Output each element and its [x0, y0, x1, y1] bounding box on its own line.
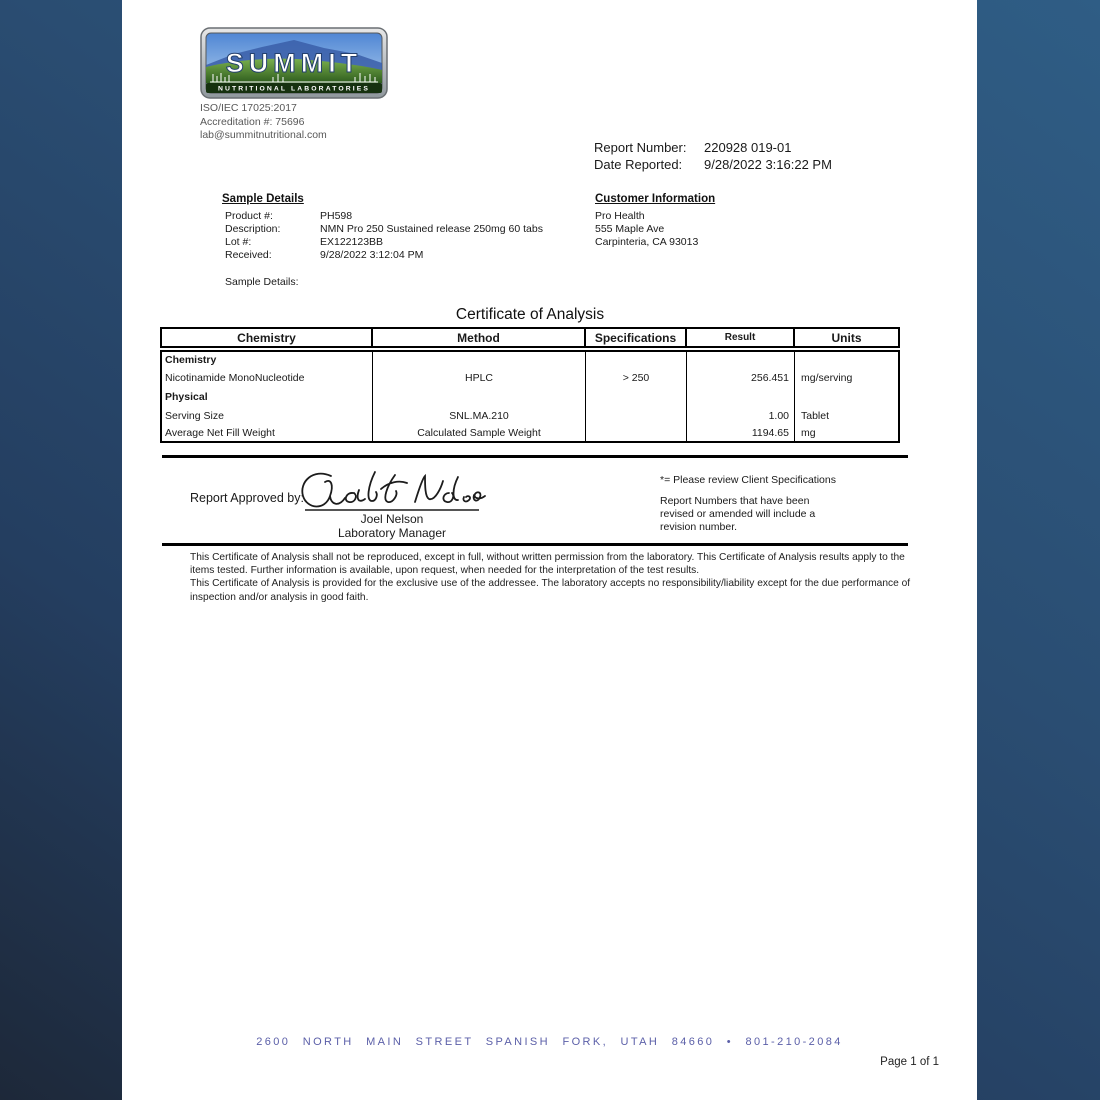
analyte-name: Average Net Fill Weight	[162, 424, 373, 441]
iso-line: ISO/IEC 17025:2017	[200, 102, 297, 114]
logo-title: SUMMIT	[225, 48, 363, 78]
analyte-result: 1194.65	[687, 424, 795, 441]
summit-logo	[200, 27, 388, 99]
analyte-method: Calculated Sample Weight	[373, 424, 586, 441]
sample-field-row	[225, 223, 543, 236]
page-number: Page 1 of 1	[880, 1056, 939, 1068]
analyte-name: Serving Size	[162, 407, 373, 424]
date-reported-value: 9/28/2022 3:16:22 PM	[704, 157, 832, 172]
sample-details-heading: Sample Details	[222, 193, 304, 205]
signature-line	[305, 509, 479, 511]
field-label: Product #:	[225, 210, 273, 222]
col-header-chemistry: Chemistry	[162, 329, 373, 346]
divider-bottom	[162, 543, 908, 546]
field-value: NMN Pro 250 Sustained release 250mg 60 tabs	[320, 223, 543, 235]
analyte-units: Tablet	[801, 409, 830, 422]
col-header-method: Method	[373, 329, 586, 346]
document-page	[122, 0, 977, 1100]
empty-cell	[586, 352, 687, 368]
section-row-chemistry: Chemistry	[162, 352, 373, 368]
field-label: Description:	[225, 223, 281, 235]
footer-address: 2600 NORTH MAIN STREET SPANISH FORK, UTAH 84660 • 801-210-2084	[256, 1036, 843, 1048]
date-reported-label: Date Reported:	[594, 157, 683, 172]
analyte-method: HPLC	[373, 368, 586, 387]
disclaimer-para2: This Certificate of Analysis is provided for the exclusive use of the addressee. The laboratory accepts no responsibility/liability except for the due performance of inspection and/or analysis in good faith.	[190, 578, 911, 603]
customer-info-heading: Customer Information	[595, 193, 716, 205]
customer-city: Carpinteria, CA 93013	[595, 236, 699, 248]
coa-table-body	[160, 350, 900, 443]
divider-top	[162, 455, 908, 458]
accreditation-line: Accreditation #: 75696	[200, 115, 305, 128]
analyte-spec	[586, 424, 687, 441]
field-label: Received:	[225, 249, 272, 261]
customer-street: 555 Maple Ave	[595, 223, 665, 235]
empty-cell	[586, 387, 687, 407]
analyte-result: 1.00	[687, 407, 795, 424]
report-number-label: Report Number:	[594, 140, 687, 155]
sample-details-extra-label: Sample Details:	[225, 276, 299, 288]
empty-cell	[373, 387, 586, 407]
analyte-units: mg	[801, 426, 816, 439]
signer-name: Joel Nelson	[360, 512, 424, 526]
client-spec-note: *= Please review Client Specifications	[660, 474, 836, 486]
logo-subtitle: NUTRITIONAL LABORATORIES	[218, 85, 370, 93]
signer-block	[300, 513, 484, 540]
col-header-units: Units	[831, 330, 862, 345]
report-meta	[594, 139, 832, 173]
empty-cell	[373, 352, 586, 368]
revision-note: Report Numbers that have been revised or amended will include a revision number.	[660, 495, 816, 533]
coa-title: Certificate of Analysis	[455, 306, 605, 323]
empty-cell	[795, 352, 898, 368]
sample-field-row	[225, 210, 543, 223]
analyte-units: mg/serving	[801, 371, 853, 384]
summit-logo-icon	[200, 27, 388, 99]
sample-field-row	[225, 249, 543, 262]
customer-info-section	[595, 193, 715, 249]
field-value: EX122123BB	[320, 236, 384, 248]
col-header-specifications: Specifications	[586, 329, 687, 346]
analyte-spec: > 250	[586, 368, 687, 387]
field-label: Lot #:	[225, 236, 252, 248]
analyte-result: 256.451	[687, 368, 795, 387]
section-row-physical: Physical	[162, 387, 373, 407]
lab-email: lab@summitnutritional.com	[200, 129, 327, 141]
sample-field-row	[225, 236, 543, 249]
analyte-method: SNL.MA.210	[373, 407, 586, 424]
disclaimer-para1: This Certificate of Analysis shall not be reproduced, except in full, without written permission from the laboratory. This Certificate of Analysis results apply to the items tested. Further information is available, upon request, when needed for the interpretation of the test results.	[190, 552, 905, 577]
coa-table-header	[160, 327, 900, 348]
lab-info	[200, 102, 327, 143]
sample-details-section	[222, 193, 543, 262]
empty-cell	[795, 387, 898, 407]
analyte-spec	[586, 407, 687, 424]
signer-title: Laboratory Manager	[337, 525, 447, 540]
disclaimer-text	[190, 551, 917, 604]
empty-cell	[687, 352, 795, 368]
empty-cell	[687, 387, 795, 407]
report-number-value: 220928 019-01	[704, 140, 792, 155]
col-header-result: Result	[687, 329, 795, 346]
analyte-name: Nicotinamide MonoNucleotide	[162, 368, 373, 387]
report-approved-by-label: Report Approved by:	[190, 491, 304, 505]
field-value: 9/28/2022 3:12:04 PM	[320, 249, 424, 261]
customer-name: Pro Health	[595, 210, 645, 222]
field-value: PH598	[320, 210, 353, 222]
